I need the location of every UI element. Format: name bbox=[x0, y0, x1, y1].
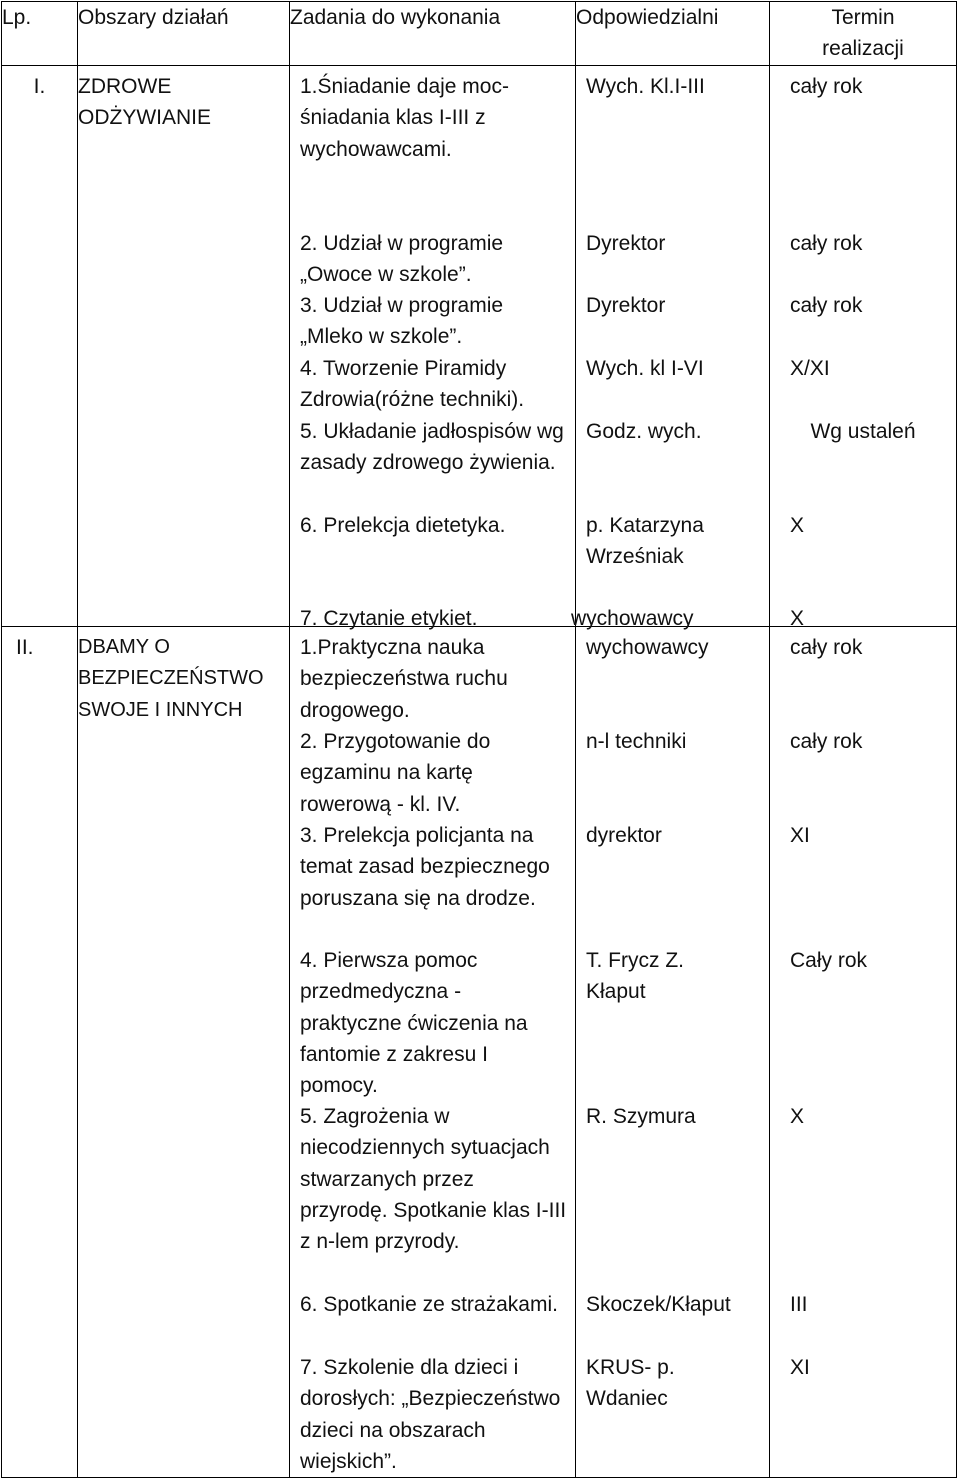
responsible-item: R. Szymura bbox=[586, 1105, 696, 1128]
responsible-cell bbox=[576, 627, 770, 1478]
task-item: 1.Śniadanie daje moc- śniadania klas I-III z wychowawcami. bbox=[300, 75, 509, 161]
section-number: I. bbox=[2, 66, 78, 627]
term-cell bbox=[770, 627, 957, 1478]
task-item: 4. Pierwsza pomoc przedmedyczna - praktyczne ćwiczenia na fantomie z zakresu I pomocy. bbox=[300, 949, 528, 1098]
task-item: 7. Szkolenie dla dzieci i dorosłych: „Bezpieczeństwo dzieci na obszarach wiejskich”. bbox=[300, 1356, 561, 1473]
task-item: 1.Praktyczna nauka bezpieczeństwa ruchu drogowego. bbox=[300, 636, 508, 722]
responsible-item: KRUS- p. Wdaniec bbox=[586, 1356, 675, 1411]
term-item: X bbox=[790, 607, 805, 630]
table-row bbox=[2, 66, 957, 627]
table-row bbox=[2, 627, 957, 1478]
header-responsible: Odpowiedzialni bbox=[576, 2, 770, 66]
header-term-line1: Termin bbox=[831, 6, 895, 29]
tasks-cell bbox=[290, 627, 576, 1478]
term-item: Wg ustaleń bbox=[810, 420, 916, 443]
section-area: DBAMY O BEZPIECZEŃSTWO SWOJE I INNYCH bbox=[78, 627, 290, 1478]
responsible-item: Godz. wych. bbox=[586, 420, 702, 443]
responsible-item: T. Frycz Z. Kłaput bbox=[586, 949, 684, 1004]
term-item: Cały rok bbox=[790, 949, 868, 972]
task-item: 6. Prelekcja dietetyka. bbox=[300, 514, 506, 537]
table-header-row bbox=[2, 2, 957, 66]
responsible-item: Wych. kl I-VI bbox=[586, 357, 704, 380]
term-item: X bbox=[790, 1105, 805, 1128]
term-cell bbox=[770, 66, 957, 630]
term-item: XI bbox=[790, 824, 810, 847]
task-item: 6. Spotkanie ze strażakami. bbox=[300, 1293, 558, 1316]
section-number: II. bbox=[2, 627, 78, 1478]
term-item: cały rok bbox=[790, 636, 863, 659]
responsible-item: p. Katarzyna Wrześniak bbox=[586, 514, 704, 569]
term-item: cały rok bbox=[790, 75, 863, 98]
action-plan-table bbox=[1, 1, 957, 1478]
responsible-item: wychowawcy bbox=[571, 607, 694, 630]
responsible-item: Skoczek/Kłaput bbox=[586, 1293, 731, 1316]
header-tasks: Zadania do wykonania bbox=[290, 2, 576, 66]
task-item: 2. Przygotowanie do egzaminu na kartę rowerową - kl. IV. bbox=[300, 730, 491, 816]
tasks-cell bbox=[290, 66, 576, 630]
section-area: ZDROWE ODŻYWIANIE bbox=[78, 66, 290, 627]
task-item: 7. Czytanie etykiet. bbox=[300, 607, 478, 630]
task-item: 2. Udział w programie „Owoce w szkole”. bbox=[300, 232, 504, 287]
term-item: X/XI bbox=[790, 357, 830, 380]
responsible-item: Wych. Kl.I-III bbox=[586, 75, 705, 98]
term-item: cały rok bbox=[790, 232, 863, 255]
responsible-item: Dyrektor bbox=[586, 294, 666, 317]
header-term-line2: realizacji bbox=[822, 37, 904, 61]
term-item: III bbox=[790, 1293, 808, 1316]
task-item: 5. Zagrożenia w niecodziennych sytuacjach stwarzanych przez przyrodę. Spotkanie klas I-III z n-lem przyrody. bbox=[300, 1105, 567, 1254]
responsible-item: dyrektor bbox=[586, 824, 662, 847]
header-term bbox=[770, 2, 957, 66]
responsible-item: Dyrektor bbox=[586, 232, 666, 255]
task-item: 3. Prelekcja policjanta na temat zasad bezpiecznego poruszana się na drodze. bbox=[300, 824, 550, 910]
term-item: cały rok bbox=[790, 730, 863, 753]
header-lp: Lp. bbox=[2, 2, 78, 66]
responsible-item: wychowawcy bbox=[586, 636, 709, 659]
term-item: cały rok bbox=[790, 294, 863, 317]
task-item: 5. Układanie jadłospisów wg zasady zdrowego żywienia. bbox=[300, 420, 564, 475]
task-item: 3. Udział w programie „Mleko w szkole”. bbox=[300, 294, 504, 349]
task-item: 4. Tworzenie Piramidy Zdrowia(różne techniki). bbox=[300, 357, 525, 412]
responsible-item: n-l techniki bbox=[586, 730, 687, 753]
term-item: X bbox=[790, 514, 805, 537]
header-area: Obszary działań bbox=[78, 2, 290, 66]
responsible-cell bbox=[571, 66, 770, 630]
term-item: XI bbox=[790, 1356, 810, 1379]
